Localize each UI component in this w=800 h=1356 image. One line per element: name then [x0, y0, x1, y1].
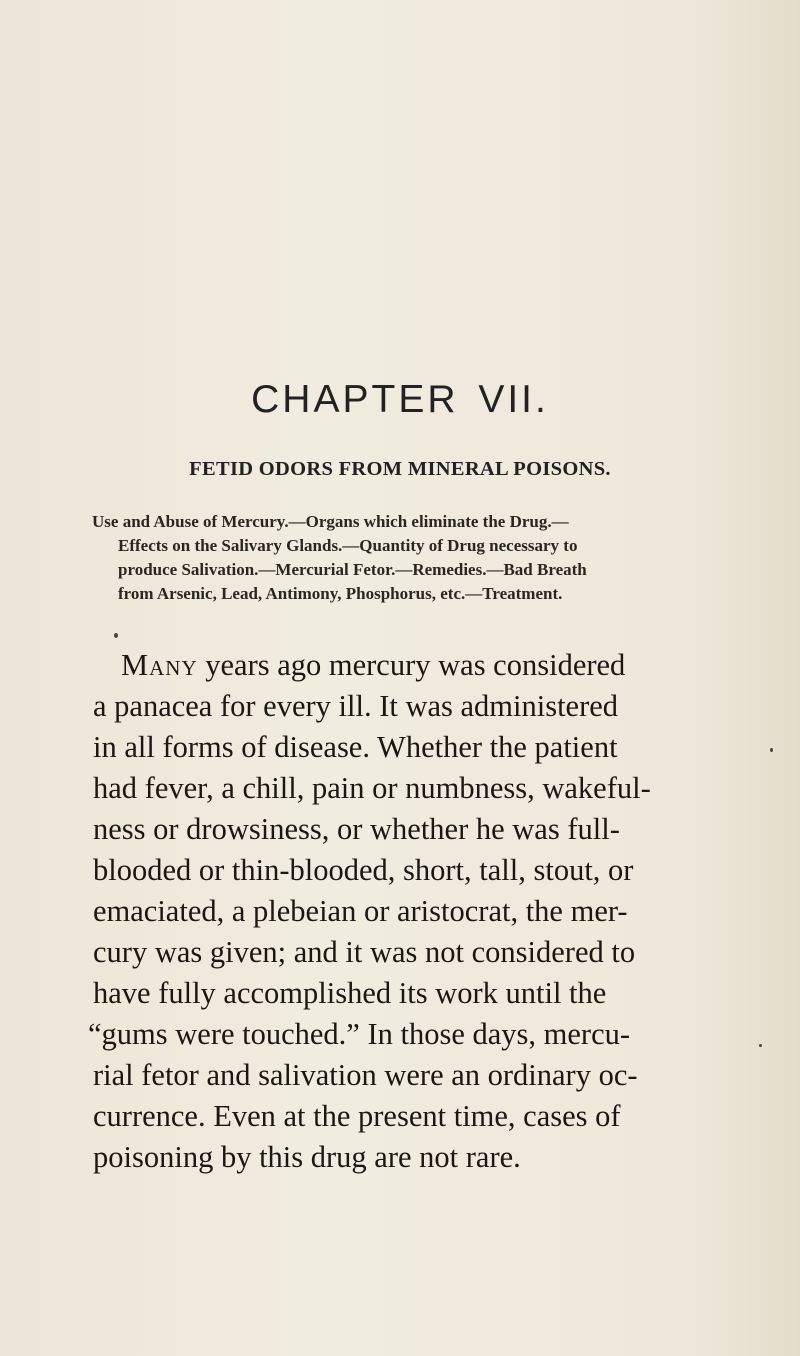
body-line: a panacea for every ill. It was administered [93, 689, 619, 723]
drop-word: Many [121, 648, 198, 682]
body-line: cury was given; and it was not considered to [93, 935, 636, 969]
body-line: “gums were touched.” In those days, mercu- [88, 1017, 631, 1051]
body-line: blooded or thin-blooded, short, tall, stout, or [93, 853, 634, 887]
body-line: currence. Even at the present time, cases of [93, 1099, 621, 1133]
body-line-first [121, 645, 625, 685]
body-line: have fully accomplished its work until the [93, 976, 607, 1010]
summary-line: produce Salivation.—Mercurial Fetor.—Remedies.—Bad Breath [118, 560, 587, 579]
chapter-title: CHAPTER VII. [251, 378, 549, 421]
body-line: rial fetor and salivation were an ordinary oc- [93, 1058, 638, 1092]
body-line: ness or drowsiness, or whether he was full- [93, 812, 620, 846]
body-line: in all forms of disease. Whether the patient [93, 730, 618, 764]
ink-speck [759, 1044, 762, 1047]
body-line: emaciated, a plebeian or aristocrat, the mer- [93, 894, 628, 928]
first-line-rest: years ago mercury was considered [197, 648, 626, 682]
ink-speck [114, 633, 118, 638]
summary-line: Effects on the Salivary Glands.—Quantity of Drug necessary to [118, 536, 578, 555]
body-line: had fever, a chill, pain or numbness, wakeful- [93, 771, 651, 805]
summary-line: from Arsenic, Lead, Antimony, Phosphorus, etc.—Treatment. [118, 584, 563, 603]
summary-line: Use and Abuse of Mercury.—Organs which eliminate the Drug.— [92, 512, 569, 531]
ink-speck [770, 748, 773, 752]
body-line: poisoning by this drug are not rare. [93, 1140, 521, 1174]
chapter-subtitle: FETID ODORS FROM MINERAL POISONS. [189, 458, 611, 480]
